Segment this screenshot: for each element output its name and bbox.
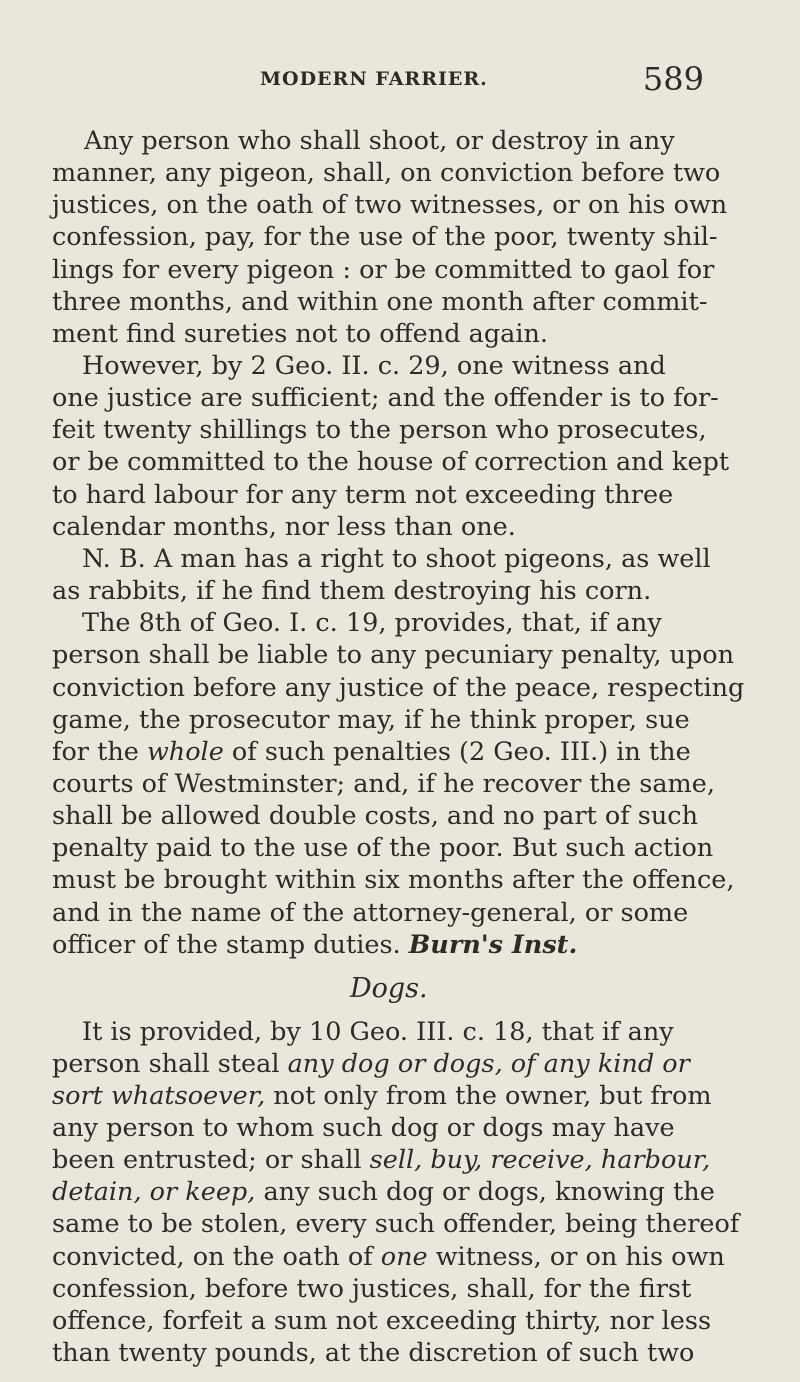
italic-word: one <box>380 1242 428 1272</box>
text-span: not only from the owner, but from <box>265 1081 712 1111</box>
text-span: convicted, on the oath of <box>52 1242 381 1272</box>
text-line: manner, any pigeon, shall, on conviction before two <box>52 158 721 188</box>
text-line: any person to whom such dog or dogs may have <box>52 1113 675 1143</box>
text-line <box>52 1177 715 1207</box>
text-line: person shall be liable to any pecuniary penalty, upon <box>52 640 735 670</box>
text-line: feit twenty shillings to the person who prosecutes, <box>52 415 707 445</box>
text-line: lings for every pigeon : or be committed to gaol for <box>52 255 715 285</box>
page-number: 589 <box>642 60 704 98</box>
text-line: shall be allowed double costs, and no part of such <box>52 801 699 831</box>
text-line <box>52 930 577 960</box>
text-line: and in the name of the attorney-general, or some <box>52 898 689 928</box>
text-span: been entrusted; or shall <box>52 1145 370 1175</box>
text-line <box>52 1081 712 1111</box>
text-line: justices, on the oath of two witnesses, or on his own <box>52 190 728 220</box>
text-line: one justice are sufficient; and the offender is to for- <box>52 383 719 413</box>
italic-text: sell, buy, receive, harbour, <box>369 1145 711 1175</box>
text-span: any such dog or dogs, knowing the <box>255 1177 715 1207</box>
text-line: offence, forfeit a sum not exceeding thirty, nor less <box>52 1306 712 1336</box>
text-line: confession, pay, for the use of the poor, twenty shil- <box>52 222 718 252</box>
page-header <box>260 62 710 96</box>
citation: Burn's Inst. <box>408 930 578 960</box>
text-line: courts of Westminster; and, if he recover the same, <box>52 769 715 799</box>
text-span: person shall steal <box>52 1049 288 1079</box>
text-line: three months, and within one month after commit- <box>52 287 708 317</box>
text-line <box>52 1145 710 1175</box>
text-line: However, by 2 Geo. II. c. 29, one witness and <box>82 351 666 381</box>
text-span: officer of the stamp duties. <box>52 930 401 960</box>
text-line: calendar months, nor less than one. <box>52 512 516 542</box>
text-line: penalty paid to the use of the poor. But such action <box>52 833 714 863</box>
italic-text: detain, or keep, <box>52 1177 256 1207</box>
italic-text: any dog or dogs, of any kind or <box>287 1049 690 1079</box>
text-line: ment find sureties not to offend again. <box>52 319 549 349</box>
text-line: confession, before two justices, shall, for the first <box>52 1274 692 1304</box>
text-line <box>52 737 691 767</box>
italic-text: sort whatsoever, <box>52 1081 266 1111</box>
text-line: as rabbits, if he find them destroying his corn. <box>52 576 652 606</box>
text-line <box>52 1049 690 1079</box>
text-line: to hard labour for any term not exceeding three <box>52 480 674 510</box>
section-heading: Dogs. <box>350 973 428 1004</box>
italic-word: whole <box>146 737 224 767</box>
text-span: of such penalties (2 Geo. III.) in the <box>223 737 691 767</box>
text-line: conviction before any justice of the peace, respecting <box>52 673 745 703</box>
text-line: The 8th of Geo. I. c. 19, provides, that, if any <box>82 608 662 638</box>
text-span: witness, or on his own <box>427 1242 725 1272</box>
text-line: It is provided, by 10 Geo. III. c. 18, that if any <box>82 1017 674 1047</box>
text-line: same to be stolen, every such offender, being thereof <box>52 1209 740 1239</box>
text-line: than twenty pounds, at the discretion of such two <box>52 1338 695 1368</box>
text-line <box>52 1242 725 1272</box>
text-line: Any person who shall shoot, or destroy in any <box>84 126 675 156</box>
text-line: or be committed to the house of correction and kept <box>52 447 730 477</box>
text-span: for the <box>52 737 147 767</box>
text-line: N. B. A man has a right to shoot pigeons, as well <box>82 544 711 574</box>
text-line: game, the prosecutor may, if he think proper, sue <box>52 705 690 735</box>
text-line: must be brought within six months after the offence, <box>52 865 735 895</box>
running-head: MODERN FARRIER. <box>260 68 488 90</box>
